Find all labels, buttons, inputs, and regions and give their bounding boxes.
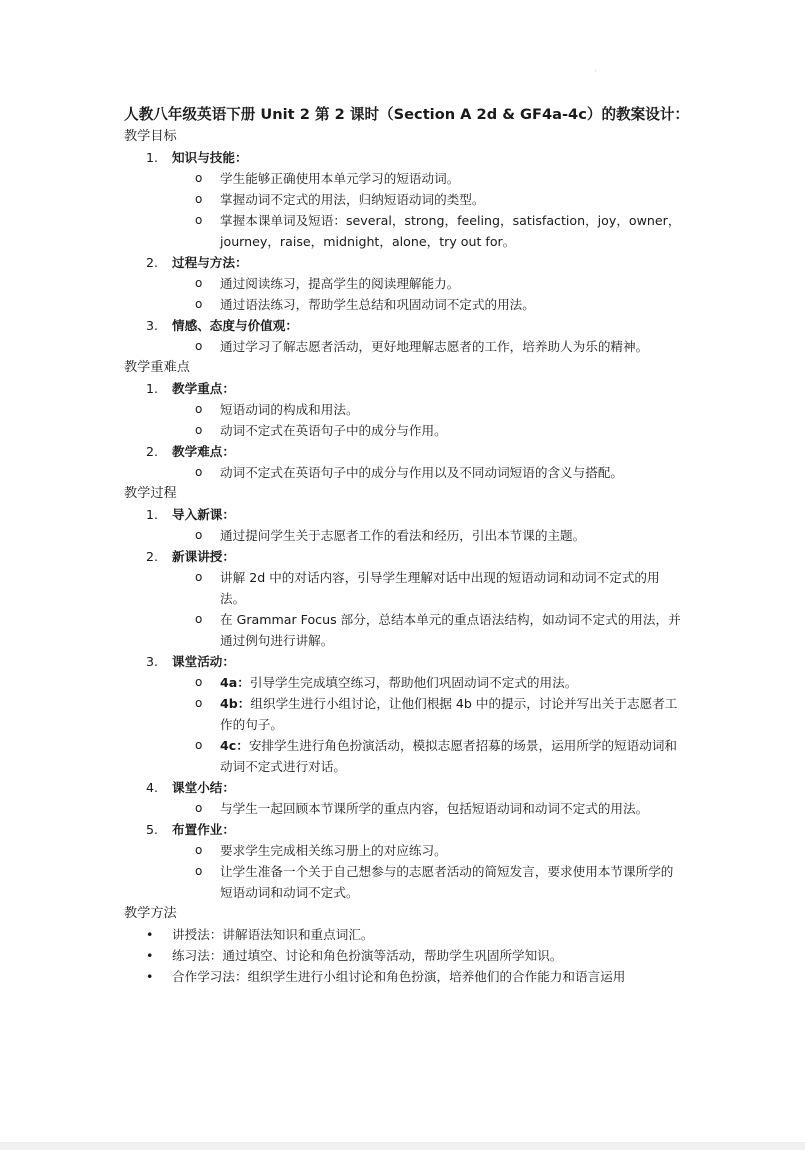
list-item bbox=[124, 168, 684, 189]
circle-bullet-icon: o bbox=[195, 402, 203, 416]
circle-bullet-icon: o bbox=[195, 801, 203, 815]
process-step bbox=[124, 504, 684, 525]
list-item-text: 通过提问学生关于志愿者工作的看法和经历，引出本节课的主题。 bbox=[220, 528, 586, 543]
item-label: 新课讲授： bbox=[172, 549, 235, 564]
method-text: 练习法：通过填空、讨论和角色扮演等活动，帮助学生巩固所学知识。 bbox=[172, 948, 563, 963]
list-item-text: 通过阅读练习，提高学生的阅读理解能力。 bbox=[220, 276, 460, 291]
process-step bbox=[124, 546, 684, 567]
circle-bullet-icon: o bbox=[195, 612, 203, 626]
item-label: 情感、态度与价值观： bbox=[172, 318, 298, 333]
list-item bbox=[124, 420, 684, 441]
list-item-text: 要求学生完成相关练习册上的对应练习。 bbox=[220, 843, 447, 858]
circle-bullet-icon: o bbox=[195, 339, 203, 353]
objective-item bbox=[124, 315, 684, 336]
item-number: 2. bbox=[146, 255, 159, 270]
item-number: 4. bbox=[146, 780, 159, 795]
section-heading-methods: 教学方法 bbox=[124, 906, 177, 921]
section-heading-process: 教学过程 bbox=[124, 486, 177, 501]
list-item bbox=[124, 294, 684, 315]
section-heading-objectives: 教学目标 bbox=[124, 129, 177, 144]
item-label: 知识与技能： bbox=[172, 150, 248, 165]
item-number: 1. bbox=[146, 507, 159, 522]
item-label: 教学难点： bbox=[172, 444, 235, 459]
list-item bbox=[124, 861, 684, 903]
item-label: 教学重点： bbox=[172, 381, 235, 396]
objective-item bbox=[124, 147, 684, 168]
method-item bbox=[124, 924, 684, 945]
list-item-text: 掌握动词不定式的用法，归纳短语动词的类型。 bbox=[220, 192, 485, 207]
list-item bbox=[124, 189, 684, 210]
activity-item bbox=[124, 693, 684, 735]
circle-bullet-icon: o bbox=[195, 528, 203, 542]
circle-bullet-icon: o bbox=[195, 465, 203, 479]
process-step bbox=[124, 777, 684, 798]
list-item bbox=[124, 399, 684, 420]
list-item bbox=[124, 840, 684, 861]
list-item bbox=[124, 567, 684, 609]
item-label: 过程与方法： bbox=[172, 255, 248, 270]
scan-mark: ' bbox=[595, 70, 597, 77]
item-label: 导入新课： bbox=[172, 507, 235, 522]
dot-bullet-icon: • bbox=[146, 948, 154, 963]
circle-bullet-icon: o bbox=[195, 276, 203, 290]
list-item bbox=[124, 336, 684, 357]
list-item-text: 通过语法练习，帮助学生总结和巩固动词不定式的用法。 bbox=[220, 297, 535, 312]
list-item-text: 学生能够正确使用本单元学习的短语动词。 bbox=[220, 171, 460, 186]
circle-bullet-icon: o bbox=[195, 570, 203, 584]
list-item-text: 掌握本课单词及短语：several，strong，feeling，satisfaction，joy，owner，journey，raise，midnight，alone，try out for。 bbox=[220, 213, 681, 249]
dot-bullet-icon: • bbox=[146, 927, 154, 942]
method-item bbox=[124, 966, 684, 987]
list-item-text: 短语动词的构成和用法。 bbox=[220, 402, 359, 417]
activity-item bbox=[124, 735, 684, 777]
process-step bbox=[124, 651, 684, 672]
item-number: 1. bbox=[146, 150, 159, 165]
method-item bbox=[124, 945, 684, 966]
lesson-plan-content bbox=[124, 104, 690, 987]
key-point-item bbox=[124, 441, 684, 462]
objective-item bbox=[124, 252, 684, 273]
list-item bbox=[124, 462, 684, 483]
list-item bbox=[124, 210, 684, 252]
activity-key: 4b： bbox=[220, 696, 251, 711]
key-point-item bbox=[124, 378, 684, 399]
circle-bullet-icon: o bbox=[195, 297, 203, 311]
item-number: 5. bbox=[146, 822, 159, 837]
list-item bbox=[124, 798, 684, 819]
item-number: 2. bbox=[146, 444, 159, 459]
dot-bullet-icon: • bbox=[146, 969, 154, 984]
item-number: 2. bbox=[146, 549, 159, 564]
list-item-text: 通过学习了解志愿者活动，更好地理解志愿者的工作，培养助人为乐的精神。 bbox=[220, 339, 649, 354]
item-number: 3. bbox=[146, 654, 159, 669]
list-item bbox=[124, 525, 684, 546]
circle-bullet-icon: o bbox=[195, 171, 203, 185]
item-label: 课堂活动： bbox=[172, 654, 235, 669]
list-item bbox=[124, 273, 684, 294]
method-text: 合作学习法：组织学生进行小组讨论和角色扮演，培养他们的合作能力和语言运用 bbox=[172, 969, 626, 984]
circle-bullet-icon: o bbox=[195, 864, 203, 878]
list-item-text: 动词不定式在英语句子中的成分与作用。 bbox=[220, 423, 447, 438]
list-item-text: 动词不定式在英语句子中的成分与作用以及不同动词短语的含义与搭配。 bbox=[220, 465, 623, 480]
circle-bullet-icon: o bbox=[195, 696, 203, 710]
list-item bbox=[124, 609, 684, 651]
item-number: 1. bbox=[146, 381, 159, 396]
item-label: 布置作业： bbox=[172, 822, 235, 837]
circle-bullet-icon: o bbox=[195, 213, 203, 227]
circle-bullet-icon: o bbox=[195, 675, 203, 689]
circle-bullet-icon: o bbox=[195, 423, 203, 437]
activity-text: 组织学生进行小组讨论，让他们根据 4b 中的提示，讨论并写出关于志愿者工作的句子。 bbox=[220, 696, 678, 732]
process-step bbox=[124, 819, 684, 840]
list-item-text: 与学生一起回顾本节课所学的重点内容，包括短语动词和动词不定式的用法。 bbox=[220, 801, 649, 816]
item-number: 3. bbox=[146, 318, 159, 333]
method-text: 讲授法：讲解语法知识和重点词汇。 bbox=[172, 927, 374, 942]
page-title: 人教八年级英语下册 Unit 2 第 2 课时（Section A 2d & GF4a-4c）的教案设计： bbox=[124, 106, 690, 123]
item-label: 课堂小结： bbox=[172, 780, 235, 795]
circle-bullet-icon: o bbox=[195, 843, 203, 857]
list-item-text: 在 Grammar Focus 部分，总结本单元的重点语法结构，如动词不定式的用法，并通过例句进行讲解。 bbox=[220, 612, 681, 648]
activity-item bbox=[124, 672, 684, 693]
activity-key: 4c： bbox=[220, 738, 249, 753]
page-bottom-strip bbox=[0, 1142, 805, 1150]
activity-key: 4a： bbox=[220, 675, 250, 690]
list-item-text: 讲解 2d 中的对话内容，引导学生理解对话中出现的短语动词和动词不定式的用法。 bbox=[220, 570, 660, 606]
activity-text: 安排学生进行角色扮演活动，模拟志愿者招募的场景，运用所学的短语动词和动词不定式进行对话。 bbox=[220, 738, 678, 774]
section-heading-key-points: 教学重难点 bbox=[124, 360, 190, 375]
circle-bullet-icon: o bbox=[195, 738, 203, 752]
circle-bullet-icon: o bbox=[195, 192, 203, 206]
list-item-text: 让学生准备一个关于自己想参与的志愿者活动的简短发言，要求使用本节课所学的短语动词和动词不定式。 bbox=[220, 864, 674, 900]
activity-text: 引导学生完成填空练习，帮助他们巩固动词不定式的用法。 bbox=[249, 675, 578, 690]
